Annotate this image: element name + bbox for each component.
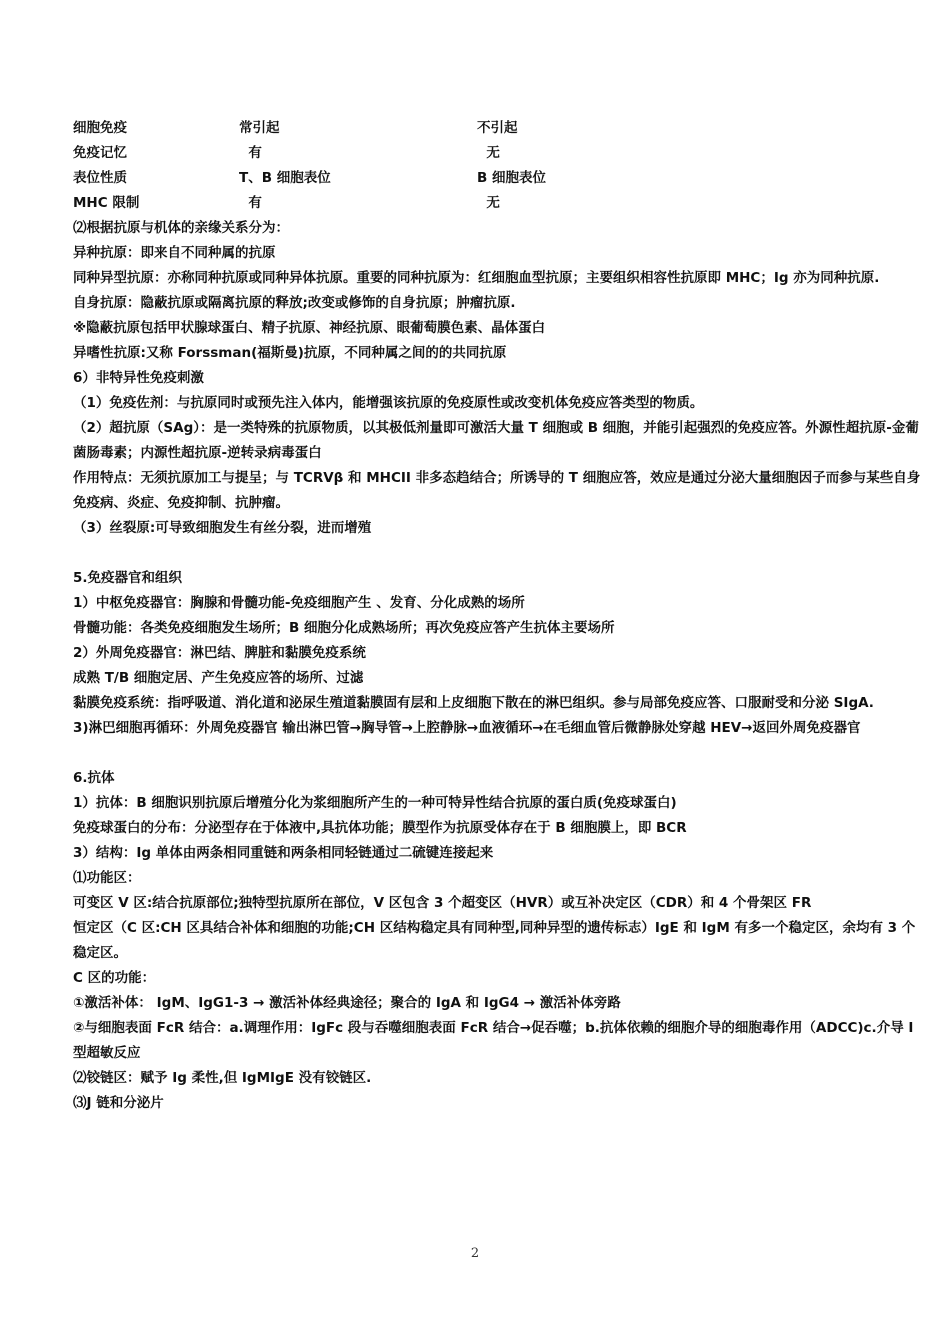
- text-line: 恒定区（C 区:CH 区具结合补体和细胞的功能;CH 区结构稳定具有同种型,同种异型的遗传标志）IgE 和 IgM 有多一个稳定区，余均有 3 个稳定区。: [73, 920, 916, 961]
- text-line: （1）免疫佐剂：与抗原同时或预先注入体内，能增强该抗原的免疫原性或改变机体免疫应答类型的物质。: [73, 395, 704, 411]
- text-line: 1）中枢免疫器官：胸腺和骨髓功能-免疫细胞产生 、发育、分化成熟的场所: [73, 595, 525, 611]
- text-line: ⑵铰链区：赋予 Ig 柔性,但 IgMIgE 没有铰链区.: [73, 1070, 372, 1086]
- table-cell: 无: [477, 145, 500, 161]
- text-line: 骨髓功能：各类免疫细胞发生场所；B 细胞分化成熟场所；再次免疫应答产生抗体主要场所: [73, 620, 615, 636]
- immune-organs-section: [73, 566, 925, 741]
- table-cell: 有: [239, 145, 262, 161]
- text-line: 自身抗原：隐蔽抗原或隔离抗原的释放;改变或修饰的自身抗原；肿瘤抗原.: [73, 295, 516, 311]
- text-line: （2）超抗原（SAg）：是一类特殊的抗原物质，以其极低剂量即可激活大量 T 细胞或 B 细胞，并能引起强烈的免疫应答。外源性超抗原-金葡菌肠毒素；内源性超抗原-逆转录病毒蛋白: [73, 420, 919, 461]
- text-line: ②与细胞表面 FcR 结合：a.调理作用：IgFc 段与吞噬细胞表面 FcR 结合→促吞噬；b.抗体依赖的细胞介导的细胞毒作用（ADCC)c.介导 I 型超敏反应: [73, 1020, 914, 1061]
- text-line: 作用特点：无须抗原加工与提呈；与 TCRVβ 和 MHCII 非多态趋结合；所诱导的 T 细胞应答，效应是通过分泌大量细胞因子而参与某些自身免疫病、炎症、免疫抑制、抗肿瘤。: [73, 470, 921, 511]
- text-line: ①激活补体： IgM、IgG1-3 → 激活补体经典途径；聚合的 IgA 和 IgG4 → 激活补体旁路: [73, 995, 621, 1011]
- section-heading: 5.免疫器官和组织: [73, 570, 183, 586]
- table-row: [73, 141, 925, 166]
- table-cell: 无: [477, 195, 500, 211]
- text-line: 6）非特异性免疫刺激: [73, 370, 204, 386]
- table-cell: 细胞免疫: [73, 120, 127, 136]
- text-line: ⑵根据抗原与机体的亲缘关系分为：: [73, 220, 289, 236]
- text-line: 可变区 V 区:结合抗原部位;独特型抗原所在部位，V 区包含 3 个超变区（HVR）或互补决定区（CDR）和 4 个骨架区 FR: [73, 895, 812, 911]
- table-cell: MHC 限制: [73, 195, 140, 211]
- text-line: 2）外周免疫器官：淋巴结、脾脏和黏膜免疫系统: [73, 645, 366, 661]
- table-row: [73, 116, 925, 141]
- section-heading: 6.抗体: [73, 770, 115, 786]
- table-cell: B 细胞表位: [477, 170, 546, 186]
- table-cell: T、B 细胞表位: [239, 170, 331, 186]
- text-line: ⑴功能区：: [73, 870, 141, 886]
- text-line: 异嗜性抗原:又称 Forssman(福斯曼)抗原，不同种属之间的的共同抗原: [73, 345, 507, 361]
- text-line: 免疫球蛋白的分布：分泌型存在于体液中,具抗体功能；膜型作为抗原受体存在于 B 细胞膜上，即 BCR: [73, 820, 687, 836]
- paragraph-gap: [73, 741, 925, 766]
- text-line: 异种抗原：即来自不同种属的抗原: [73, 245, 276, 261]
- antigen-classification-section: [73, 216, 925, 541]
- comparison-table: [73, 116, 925, 216]
- table-row: [73, 166, 925, 191]
- text-line: 1）抗体：B 细胞识别抗原后增殖分化为浆细胞所产生的一种可特异性结合抗原的蛋白质(免疫球蛋白): [73, 795, 677, 811]
- table-cell: 不引起: [477, 120, 518, 136]
- table-row: [73, 191, 925, 216]
- table-cell: 表位性质: [73, 170, 127, 186]
- table-cell: 常引起: [239, 120, 280, 136]
- antibody-section: [73, 766, 925, 1116]
- text-line: ⑶J 链和分泌片: [73, 1095, 164, 1111]
- text-line: 3)淋巴细胞再循环：外周免疫器官 输出淋巴管→胸导管→上腔静脉→血液循环→在毛细血管后微静脉处穿越 HEV→返回外周免疫器官: [73, 720, 861, 736]
- text-line: 黏膜免疫系统：指呼吸道、消化道和泌尿生殖道黏膜固有层和上皮细胞下散在的淋巴组织。参与局部免疫应答、口服耐受和分泌 SIgA.: [73, 695, 874, 711]
- text-line: ※隐蔽抗原包括甲状腺球蛋白、精子抗原、神经抗原、眼葡萄膜色素、晶体蛋白: [73, 320, 546, 336]
- table-cell: 免疫记忆: [73, 145, 127, 161]
- table-cell: 有: [239, 195, 262, 211]
- page-number: 2: [470, 1246, 480, 1261]
- text-line: 同种异型抗原：亦称同种抗原或同种异体抗原。重要的同种抗原为：红细胞血型抗原；主要组织相容性抗原即 MHC；Ig 亦为同种抗原.: [73, 270, 880, 286]
- text-line: 3）结构：Ig 单体由两条相同重链和两条相同轻链通过二硫键连接起来: [73, 845, 494, 861]
- text-line: （3）丝裂原:可导致细胞发生有丝分裂，进而增殖: [73, 520, 372, 536]
- text-line: C 区的功能：: [73, 970, 156, 986]
- text-line: 成熟 T/B 细胞定居、产生免疫应答的场所、过滤: [73, 670, 364, 686]
- paragraph-gap: [73, 541, 925, 566]
- document-body: [73, 116, 925, 1116]
